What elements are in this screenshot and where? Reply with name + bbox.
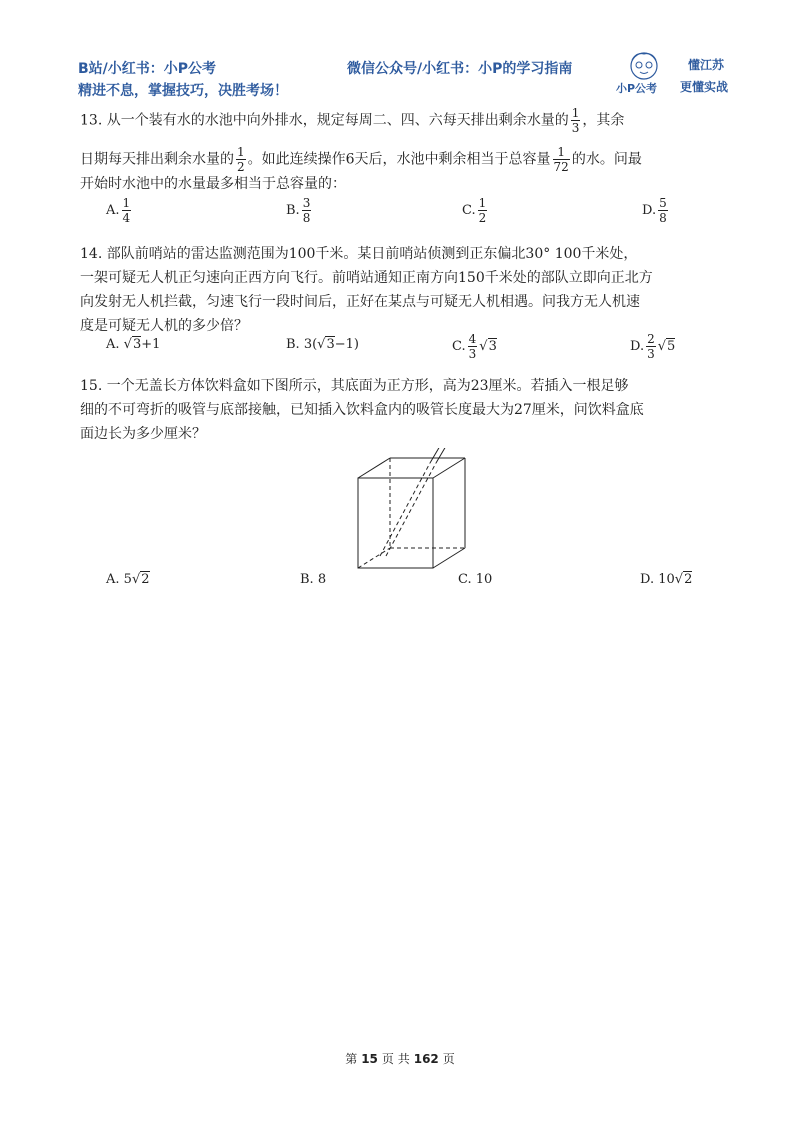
q15-line-3: 面边长为多少厘米？ [80,426,206,442]
q14-line-2: 一架可疑无人机正匀速向正西方向飞行。前哨站通知正南方向150千米处的部队立即向正北方 [80,270,653,286]
box-with-straw-diagram [350,448,480,573]
q14-line-3: 向发射无人机拦截，匀速飞行一段时间后，正好在某点与可疑无人机相遇。问我方无人机速 [80,294,640,310]
slogan-line-2: 更懂实战 [680,80,729,94]
fraction: $\frac{1}{72}$ [553,145,569,174]
q14-line-1: 14. 部队前哨站的雷达监测范围为100千米。某日前哨站侦测到正东偏北30° 100千米处， [80,246,638,262]
q13-line-3: 开始时水池中的水量最多相当于总容量的： [80,176,346,192]
q15-option-b: B. 8 [300,572,327,587]
q14-option-a: A. √3+1 [106,337,161,352]
q13-option-b: B. $\frac{3}{8}$ [286,196,311,225]
q13-option-a: A. $\frac{1}{4}$ [106,196,131,225]
q15-option-a: A. 5√2 [106,572,150,587]
q14-option-d: D. $\frac{2}{3}$ √5 [630,332,676,361]
q13-option-c: C. $\frac{1}{2}$ [462,196,487,225]
header-motto: 精进不息，掌握技巧，决胜考场！ [78,83,288,99]
q15-option-c: C. 10 [458,572,493,587]
q13-option-d: D. $\frac{5}{8}$ [642,196,667,225]
q15-option-d: D. 10√2 [640,572,693,587]
fraction: $\frac{1}{3}$ [571,106,580,135]
logo-caption: 小P公考 [616,82,658,95]
slogan-line-1: 懂江苏 [688,58,725,72]
fraction: $\frac{1}{2}$ [237,145,245,174]
q14-line-4: 度是可疑无人机的多少倍？ [80,318,248,334]
q15-line-2: 细的不可弯折的吸管与底部接触，已知插入饮料盒内的吸管长度最大为27厘米，问饮料盒底 [80,402,644,418]
q15-line-1: 15. 一个无盖长方体饮料盒如下图所示，其底面为正方形，高为23厘米。若插入一根足够 [80,378,629,394]
header-bilibili-handle: B站/小红书：小P公考 [78,61,217,77]
page-number: 第 15 页 共 162 页 [345,1052,455,1066]
header-wechat-handle: 微信公众号/小红书：小P的学习指南 [347,61,573,77]
q14-option-c: C. $\frac{4}{3}$ √3 [452,332,497,361]
q13-line-2: 日期每天排出剩余水量的 $\frac{1}{2}$ 。如此连续操作6天后，水池中剩余相当于总容量 $\frac{1}{72}$ 的水。问最 [80,145,642,174]
q13-line-1: 13. 从一个装有水的水池中向外排水，规定每周二、四、六每天排出剩余水量的 $\frac{1}{3}$ ，其余 [80,106,625,135]
q14-option-b: B. 3(√3−1) [286,337,359,352]
